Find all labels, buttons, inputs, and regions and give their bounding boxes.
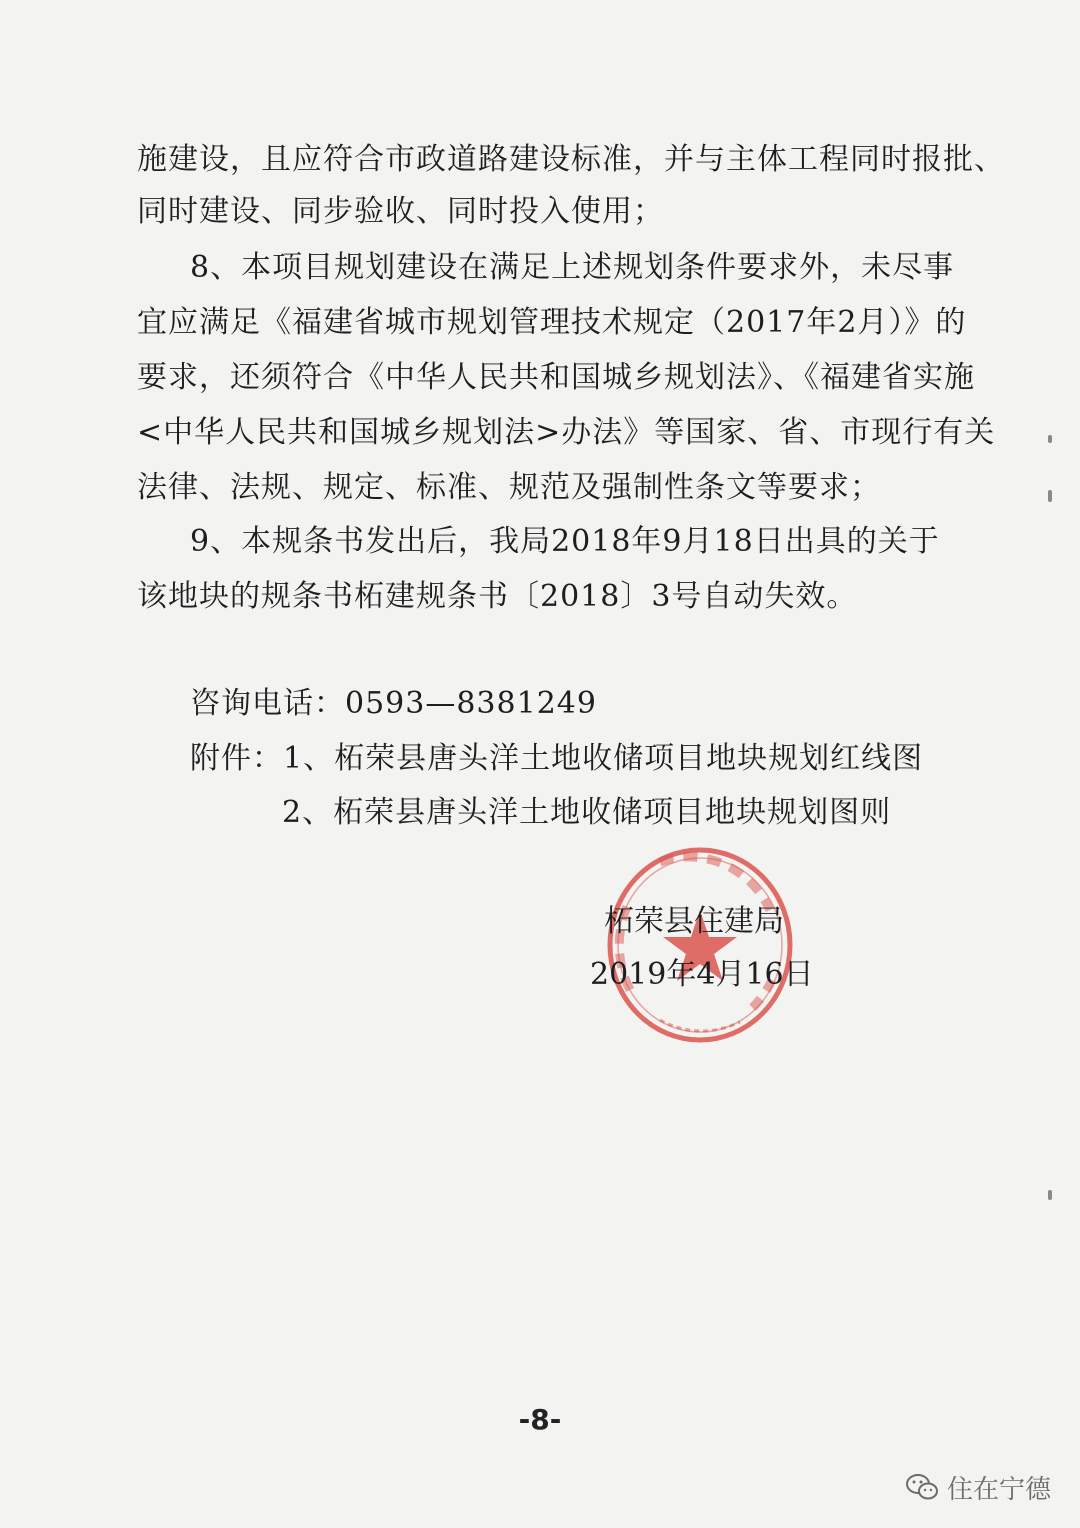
attachment-item: 2、柘荣县唐头洋土地收储项目地块规划图则 <box>282 795 892 830</box>
body-line: 施建设，且应符合市政道路建设标准，并与主体工程同时报批、 <box>137 142 1005 177</box>
body-line: 该地块的规条书柘建规条书〔2018〕3号自动失效。 <box>137 579 858 614</box>
body-line: 法律、法规、规定、标准、规范及强制性条文等要求； <box>137 470 881 505</box>
body-line: 9、本规条书发出后，我局2018年9月18日出具的关于 <box>190 524 940 559</box>
issuer-name: 柘荣县住建局 <box>604 904 784 939</box>
issue-date: 2019年4月16日 <box>590 957 814 992</box>
official-seal <box>600 840 800 1050</box>
scan-edge-mark <box>1048 490 1052 502</box>
scan-edge-mark <box>1048 1190 1052 1200</box>
attachment-item: 附件：1、柘荣县唐头洋土地收储项目地块规划红线图 <box>190 741 924 776</box>
watermark-text: 住在宁德 <box>947 1474 1052 1505</box>
body-line: 8、本项目规划建设在满足上述规划条件要求外，未尽事 <box>190 250 955 285</box>
body-line: <中华人民共和国城乡规划法>办法》等国家、省、市现行有关 <box>137 415 996 450</box>
body-line: 宜应满足《福建省城市规划管理技术规定（2017年2月）》的 <box>137 305 967 340</box>
body-line: 同时建设、同步验收、同时投入使用； <box>137 194 664 229</box>
page-number: -8- <box>518 1403 562 1436</box>
watermark <box>905 1462 1051 1512</box>
wechat-icon <box>905 1472 939 1502</box>
scan-edge-mark <box>1048 435 1052 443</box>
contact-phone: 咨询电话：0593—8381249 <box>190 686 597 721</box>
body-line: 要求，还须符合《中华人民共和国城乡规划法》、《福建省实施 <box>137 360 975 395</box>
